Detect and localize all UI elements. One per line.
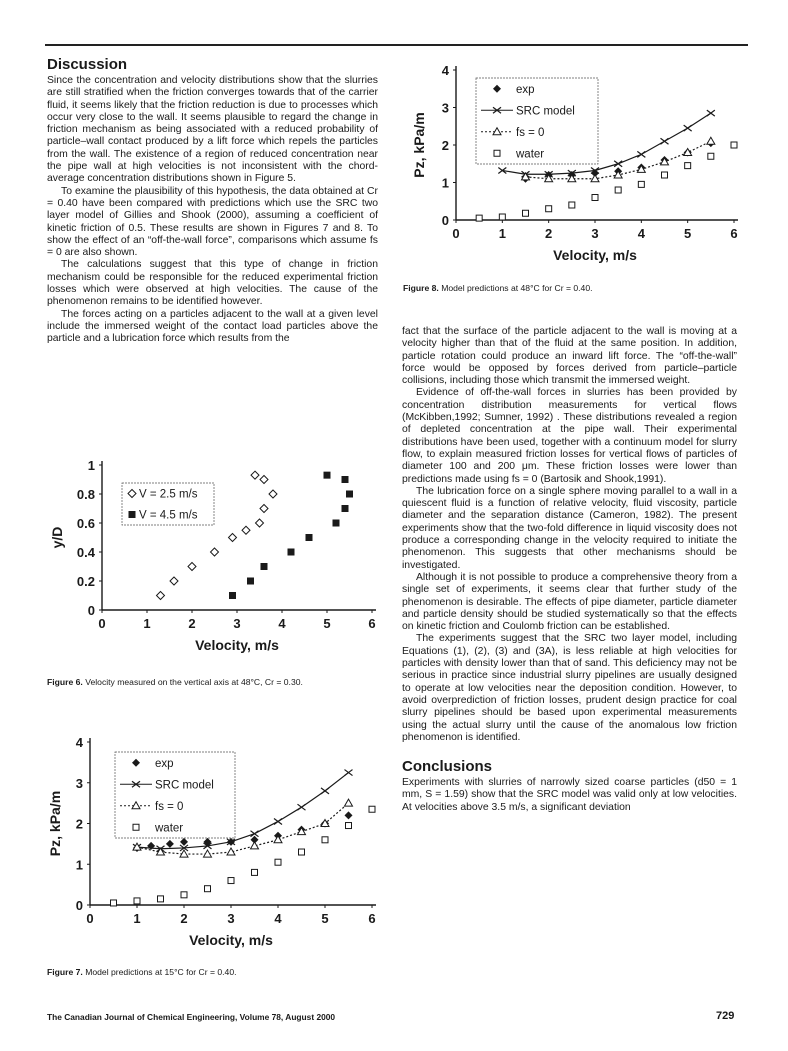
data-point: [306, 534, 313, 541]
data-point: [229, 534, 237, 542]
data-point: [299, 849, 305, 855]
x-tick-label: 5: [323, 616, 331, 631]
figure-7-caption: [47, 967, 382, 978]
figure-8-chart: [398, 58, 743, 280]
discussion-heading: Discussion: [47, 56, 128, 73]
legend-marker: [129, 511, 136, 518]
paragraph: The forces acting on a particles adjacent to the wall at a given level include the immersed weight of the contact load particles above the particle and a lubrication force which results from the: [47, 308, 378, 345]
figure-6-caption: [47, 677, 382, 688]
data-point: [247, 578, 254, 585]
caption-label: Figure 8.: [403, 283, 439, 293]
data-point: [252, 869, 258, 875]
data-point: [345, 799, 353, 806]
data-point: [251, 471, 259, 479]
legend-label: water: [516, 148, 545, 161]
paragraph: To examine the plausibility of this hypothesis, the data obtained at Cr = 0.40 have been compared with predictions which use the SRC two layer model of Gillies and Shook (2000), assuming a coefficient of kinetic friction of 0.5. These results are shown in Figures 7 and 8. To show the effect of an “off-the-wall force”, comparisons which assume fs = 0 are also shown.: [47, 185, 378, 259]
y-tick-label: 4: [75, 735, 83, 750]
data-point: [157, 592, 165, 600]
figure-7-chart: [40, 730, 385, 965]
data-point: [211, 548, 219, 556]
x-tick-label: 0: [452, 226, 460, 241]
y-tick-label: 3: [441, 100, 449, 116]
figure-6: [40, 455, 385, 665]
data-point: [180, 838, 188, 846]
data-point: [181, 892, 187, 898]
caption-label: Figure 6.: [47, 677, 83, 687]
data-point: [261, 563, 268, 570]
legend: [122, 483, 214, 525]
left-column: [47, 56, 378, 346]
data-point: [615, 187, 621, 193]
x-tick-label: 2: [180, 911, 188, 926]
legend: [476, 78, 598, 164]
y-tick-label: 2: [441, 138, 449, 153]
data-point: [228, 878, 234, 884]
y-tick-label: 1: [441, 175, 449, 191]
x-tick-label: 6: [368, 616, 376, 631]
data-point: [260, 505, 268, 513]
data-point: [242, 526, 250, 534]
x-tick-label: 4: [278, 616, 286, 631]
figure-8: [398, 58, 743, 280]
legend-marker: [494, 150, 500, 156]
data-point: [592, 195, 598, 201]
data-point: [346, 491, 353, 498]
y-tick-label: 3: [75, 775, 83, 791]
legend-label: V = 4.5 m/s: [139, 509, 198, 522]
figure-6-chart: [40, 455, 385, 665]
x-tick-label: 0: [86, 911, 94, 926]
page-number: 729: [716, 1010, 735, 1022]
x-tick-label: 5: [321, 911, 329, 926]
x-tick-label: 4: [274, 911, 282, 926]
x-axis-label: Velocity, m/s: [189, 932, 273, 948]
data-point: [731, 142, 737, 148]
y-tick-label: 4: [441, 63, 449, 78]
x-tick-label: 5: [684, 226, 692, 241]
x-tick-label: 1: [133, 911, 141, 926]
data-point: [523, 210, 529, 216]
paragraph: Evidence of off-the-wall forces in slurries has been provided by concentration distribution measurements for vertical flows (McKibben,1992; Sumner, 1992) . These distributions revealed a region of depleted concentration at the pipe wall. Their experimental distributions have been used, together with a continuum model for slurry flow, to explain measured friction losses for vertical flows of particles of diameter 100 and 200 μm. These friction losses were lower than predictions made using fs = 0 (Bartosik and Shook,1991).: [402, 387, 737, 485]
x-tick-label: 6: [730, 226, 738, 241]
legend-label: SRC model: [516, 105, 575, 118]
data-point: [158, 896, 164, 902]
x-tick-label: 2: [188, 616, 196, 631]
right-column: [402, 326, 737, 814]
top-rule: [45, 44, 748, 46]
data-point: [342, 505, 349, 512]
x-tick-label: 2: [545, 226, 553, 241]
data-point: [188, 563, 196, 571]
paragraph: Although it is not possible to produce a comprehensive theory from a single set of experiments, it seems clear that further study of the phenomenon is desirable. The effects of pipe diameter, particle diameter and particle density should be studied systematically so that the effects on kinetic friction and Coulomb friction can be established.: [402, 571, 737, 633]
y-tick-label: 0: [75, 898, 83, 913]
y-tick-label: 0.8: [76, 487, 95, 502]
y-tick-label: 1: [87, 458, 95, 473]
paragraph: Experiments with slurries of narrowly sized coarse particles (d50 = 1 mm, S = 1.59) show that the SRC model was valid only at low velocities. At velocities above 3.5 m/s, a significant deviation: [402, 777, 737, 813]
x-tick-label: 4: [637, 226, 645, 241]
data-point: [322, 837, 328, 843]
caption-text: Model predictions at 15°C for Cr = 0.40.: [85, 967, 237, 977]
data-point: [275, 859, 281, 865]
data-point: [256, 519, 264, 527]
legend-label: V = 2.5 m/s: [139, 488, 198, 501]
x-tick-label: 3: [233, 616, 241, 631]
legend-label: exp: [516, 83, 535, 96]
figure-8-caption: [403, 283, 738, 294]
journal-footer: The Canadian Journal of Chemical Engineering, Volume 78, August 2000: [47, 1012, 336, 1022]
data-point: [499, 214, 505, 220]
x-axis-label: Velocity, m/s: [553, 247, 637, 263]
data-point: [476, 215, 482, 221]
data-point: [708, 153, 714, 159]
paragraph: Since the concentration and velocity distributions show that the slurries are still stratified when the friction converges towards that of the carrier fluid, it seems likely that the friction reduction is due to processes which occur very close to the wall. It seems plausible to regard the change in friction mechanism as being associated with a reduced probability of particle–wall contact produced by a lift force which repels the particles from the wall. The existence of a region of reduced concentration near the pipe wall at high velocities is not inconsistent with the chord-average concentration distributions shown in Figure 5.: [47, 75, 378, 185]
legend-label: SRC model: [155, 779, 214, 792]
data-point: [166, 840, 174, 848]
y-tick-label: 0: [87, 603, 95, 618]
data-point: [134, 898, 140, 904]
data-point: [333, 520, 340, 527]
caption-text: Model predictions at 48°C for Cr = 0.40.: [441, 283, 593, 293]
conclusions-heading: Conclusions: [402, 758, 493, 776]
legend-label: water: [155, 822, 184, 835]
y-tick-label: 0.2: [76, 574, 95, 589]
legend-label: fs = 0: [155, 800, 184, 813]
y-tick-label: 1: [75, 857, 83, 873]
data-point: [260, 476, 268, 484]
x-tick-label: 1: [498, 226, 506, 241]
data-point: [205, 886, 211, 892]
data-point: [662, 172, 668, 178]
paragraph: The calculations suggest that this type of change in friction mechanism could be responsible for the reduced experimental friction losses which were observed at high velocities. The cause of the phenomenon remains to be identified however.: [47, 259, 378, 308]
legend-label: fs = 0: [516, 126, 545, 139]
data-point: [288, 549, 295, 556]
paragraph: The lubrication force on a single sphere moving parallel to a wall in a quiescent fluid is a function of relative velocity, fluid viscosity, particle diameter and the separation distance (Cameron, 1982). The present experiments show that the two-fold difference in liquid viscosity does not produce a corresponding change in the velocity required to initiate the phenomenon. This suggests that other mechanisms should be investigated.: [402, 485, 737, 571]
data-point: [170, 577, 178, 585]
y-tick-label: 0: [441, 213, 449, 228]
caption-label: Figure 7.: [47, 967, 83, 977]
data-point: [204, 838, 212, 846]
x-tick-label: 0: [98, 616, 106, 631]
y-tick-label: 0.4: [76, 545, 95, 560]
data-point: [638, 181, 644, 187]
y-tick-label: 0.6: [76, 516, 95, 531]
legend-marker: [133, 824, 139, 830]
data-point: [369, 806, 375, 812]
data-point: [569, 202, 575, 208]
y-axis-label: Pz, kPa/m: [411, 112, 427, 178]
x-axis-label: Velocity, m/s: [195, 637, 279, 653]
data-point: [685, 163, 691, 169]
x-tick-label: 6: [368, 911, 376, 926]
x-tick-label: 1: [143, 616, 151, 631]
legend: [115, 752, 235, 838]
data-point: [546, 206, 552, 212]
figure-7: [40, 730, 385, 965]
caption-text: Velocity measured on the vertical axis at 48°C, Cr = 0.30.: [85, 677, 303, 687]
y-axis-label: y/D: [49, 526, 65, 549]
y-axis-label: Pz, kPa/m: [47, 790, 63, 857]
data-point: [346, 823, 352, 829]
series-v-4-5-m-s: [229, 472, 353, 599]
x-tick-label: 3: [227, 911, 235, 926]
legend-label: exp: [155, 757, 174, 770]
data-point: [269, 490, 277, 498]
data-point: [133, 843, 141, 850]
x-tick-label: 3: [591, 226, 599, 241]
data-point: [324, 472, 331, 479]
data-point: [342, 476, 349, 483]
paragraph: The experiments suggest that the SRC two layer model, including Equations (1), (2), (3) and (3A), is less reliable at high velocities for particles with density lower than that of sand. This deficiency may not be serious in practice since industrial slurry pipelines are usually designed to operate at low velocities near the deposition condition. However, to avoid overprediction of friction losses, prudent design practice for coal slurry pipelines should be based upon experimental measurements using the actual slurry until the cause of the anomalous low friction phenomenon is identified.: [402, 633, 737, 743]
data-point: [707, 137, 715, 144]
y-tick-label: 2: [75, 816, 83, 832]
data-point: [111, 900, 117, 906]
paragraph: fact that the surface of the particle adjacent to the wall is moving at a velocity higher than that of the fluid at the same position. In addition, particle rotation could produce an inward lift force. The “off-the-wall” force would be opposed by forces derived from particle–particle collisions, including those which transmit the immersed weight.: [402, 326, 737, 387]
data-point: [229, 592, 236, 599]
data-point: [345, 811, 353, 819]
